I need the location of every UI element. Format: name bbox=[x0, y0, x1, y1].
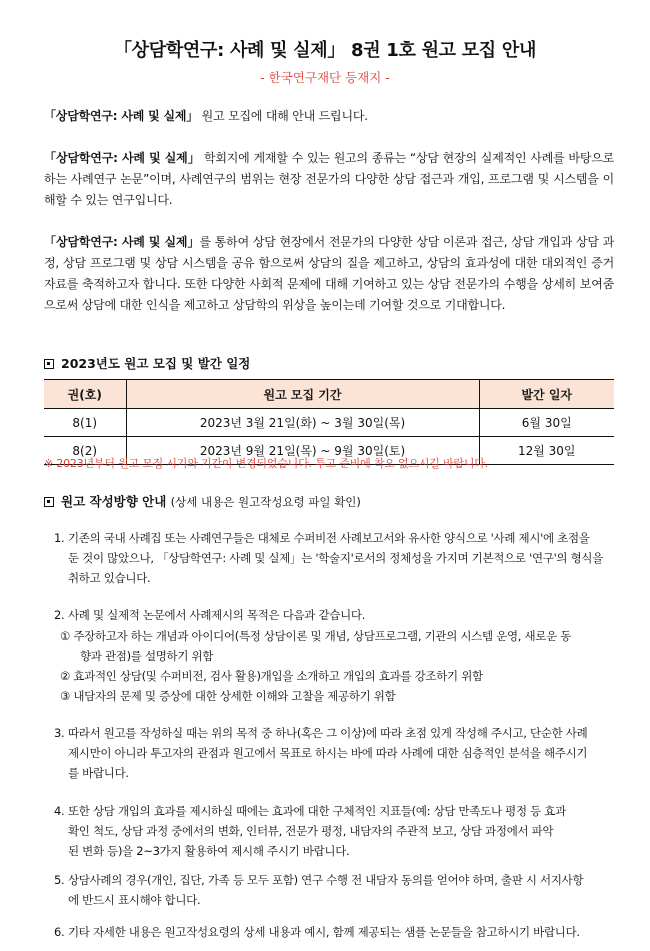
item-text: 에 반드시 표시해야 합니다. bbox=[68, 893, 201, 907]
list-item bbox=[54, 922, 614, 942]
item-number: 3. bbox=[54, 726, 65, 740]
schedule-heading-text: 2023년도 원고 모집 및 발간 일정 bbox=[61, 356, 251, 371]
cell-period: 2023년 9월 21일(목) ~ 9월 30일(토) bbox=[126, 437, 479, 465]
guide-heading bbox=[44, 492, 361, 510]
cell-volume: 8(2) bbox=[44, 437, 126, 465]
sub-list-item bbox=[60, 626, 614, 666]
cell-period: 2023년 3월 21일(화) ~ 3월 30일(목) bbox=[126, 409, 479, 437]
item-text: 취하고 있습니다. bbox=[68, 571, 151, 585]
intro-text: 원고 모집에 대해 안내 드립니다. bbox=[198, 109, 368, 123]
column-header-period: 원고 모집 기간 bbox=[126, 380, 479, 409]
guide-heading-text: 원고 작성방향 안내 bbox=[61, 494, 167, 509]
item-text: 상담사례의 경우(개인, 집단, 가족 등 모두 포함) 연구 수행 전 내담자 동의를 얻어야 하며, 출판 시 서지사항 bbox=[68, 873, 584, 887]
table-header-row bbox=[44, 380, 614, 409]
list-item bbox=[54, 723, 614, 783]
item-number: 6. bbox=[54, 925, 65, 939]
square-bullet-icon bbox=[44, 497, 54, 507]
item-text: 따라서 원고를 작성하실 때는 위의 목적 중 하나(혹은 그 이상)에 따라 초점 있게 작성해 주시고, 단순한 사례 bbox=[68, 726, 588, 740]
square-bullet-icon bbox=[44, 359, 54, 369]
item-text: 둔 것이 많았으나, 「상담학연구: 사례 및 실제」는 '학술지'로서의 정체성을 가지며 기본적으로 '연구'의 형식을 bbox=[68, 551, 604, 565]
schedule-table bbox=[44, 379, 614, 465]
list-item bbox=[54, 605, 614, 625]
column-header-date: 발간 일자 bbox=[479, 380, 614, 409]
column-header-volume: 권(호) bbox=[44, 380, 126, 409]
list-item bbox=[54, 870, 614, 910]
intro-text: 를 통하여 상담 현장에서 전문가의 다양한 상담 이론과 접근, 상담 개입과 상담 과정, 상담 프로그램 및 상담 시스템을 공유 함으로써 상담의 질을 제고하고, 상담의 효과성에 대한 대외적인 증거 자료를 축적하고자 합니다. 또한 다양한 사회적 문제에 대해 기여하고 있는 상담 전문가의 수행을 상세히 보여줌으로써 상담에 대한 인식을 제고하고 상담학의 위상을 높이는데 기여할 것으로 기대합니다. bbox=[44, 235, 614, 312]
circled-number: ① bbox=[60, 629, 71, 643]
item-text: 주장하고자 하는 개념과 아이디어(특정 상담이론 및 개념, 상담프로그램, 기관의 시스템 운영, 새로운 동 bbox=[73, 629, 572, 643]
item-text: 내담자의 문제 및 증상에 대한 상세한 이해와 고찰을 제공하기 위함 bbox=[73, 689, 396, 703]
circled-number: ③ bbox=[60, 689, 71, 703]
journal-name: 「상담학연구: 사례 및 실제」 bbox=[44, 235, 200, 249]
journal-name: 「상담학연구: 사례 및 실제」 bbox=[44, 151, 201, 165]
guide-heading-note: (상세 내용은 원고작성요령 파일 확인) bbox=[170, 495, 361, 509]
item-text: 향과 관점)를 설명하기 위함 bbox=[80, 649, 214, 663]
sub-list-item bbox=[60, 686, 614, 706]
circled-number: ② bbox=[60, 669, 71, 683]
item-number: 5. bbox=[54, 873, 65, 887]
cell-volume: 8(1) bbox=[44, 409, 126, 437]
item-text: 제시만이 아니라 투고자의 관점과 원고에서 목표로 하시는 바에 따라 사례에 대한 심층적인 분석을 해주시기 bbox=[68, 746, 588, 760]
page-title: 「상담학연구: 사례 및 실제」 8권 1호 원고 모집 안내 bbox=[113, 40, 537, 61]
intro-paragraph-2 bbox=[44, 148, 614, 211]
item-text: 기존의 국내 사례집 또는 사례연구들은 대체로 수퍼비전 사례보고서와 유사한 양식으로 '사례 제시'에 초점을 bbox=[68, 531, 590, 545]
page-subtitle: - 한국연구재단 등재지 - bbox=[260, 70, 390, 85]
sub-list-item bbox=[60, 666, 614, 686]
intro-paragraph-3 bbox=[44, 232, 614, 316]
item-number: 2. bbox=[54, 608, 65, 622]
list-item bbox=[54, 528, 614, 588]
item-text: 확인 척도, 상담 과정 중에서의 변화, 인터뷰, 전문가 평정, 내담자의 주관적 보고, 상담 과정에서 파악 bbox=[68, 824, 554, 838]
intro-text: 학회지에 게재할 수 있는 원고의 종류는 “상담 현장의 실제적인 사례를 바탕으로 하는 사례연구 논문”이며, 사례연구의 범위는 현장 전문가의 다양한 상담 접근과 개입, 프로그램 및 시스템을 이해할 수 있는 연구입니다. bbox=[44, 151, 614, 207]
cell-date: 6월 30일 bbox=[479, 409, 614, 437]
schedule-note: ※ 2023년부터 원고 모집 시기와 기간이 변경되었습니다. 투고 준비에 착오 없으시길 바랍니다. bbox=[44, 457, 488, 470]
item-number: 1. bbox=[54, 531, 65, 545]
item-text: 사례 및 실제적 논문에서 사례제시의 목적은 다음과 같습니다. bbox=[68, 608, 366, 622]
item-number: 4. bbox=[54, 804, 65, 818]
table-row bbox=[44, 409, 614, 437]
item-text: 또한 상담 개입의 효과를 제시하실 때에는 효과에 대한 구체적인 지표들(예: 상담 만족도나 평정 등 효과 bbox=[68, 804, 566, 818]
cell-date: 12월 30일 bbox=[479, 437, 614, 465]
item-text: 효과적인 상담(및 수퍼비전, 검사 활용)개입을 소개하고 개입의 효과를 강조하기 위함 bbox=[73, 669, 483, 683]
list-item bbox=[54, 801, 614, 861]
item-text: 기타 자세한 내용은 원고작성요령의 상세 내용과 예시, 함께 제공되는 샘플 논문들을 참고하시기 바랍니다. bbox=[68, 925, 580, 939]
schedule-heading bbox=[44, 354, 250, 372]
item-text: 된 변화 등)을 2~3가지 활용하여 제시해 주시기 바랍니다. bbox=[68, 844, 350, 858]
journal-name: 「상담학연구: 사례 및 실제」 bbox=[44, 109, 199, 123]
item-text: 를 바랍니다. bbox=[68, 766, 129, 780]
intro-paragraph-1 bbox=[44, 106, 614, 127]
